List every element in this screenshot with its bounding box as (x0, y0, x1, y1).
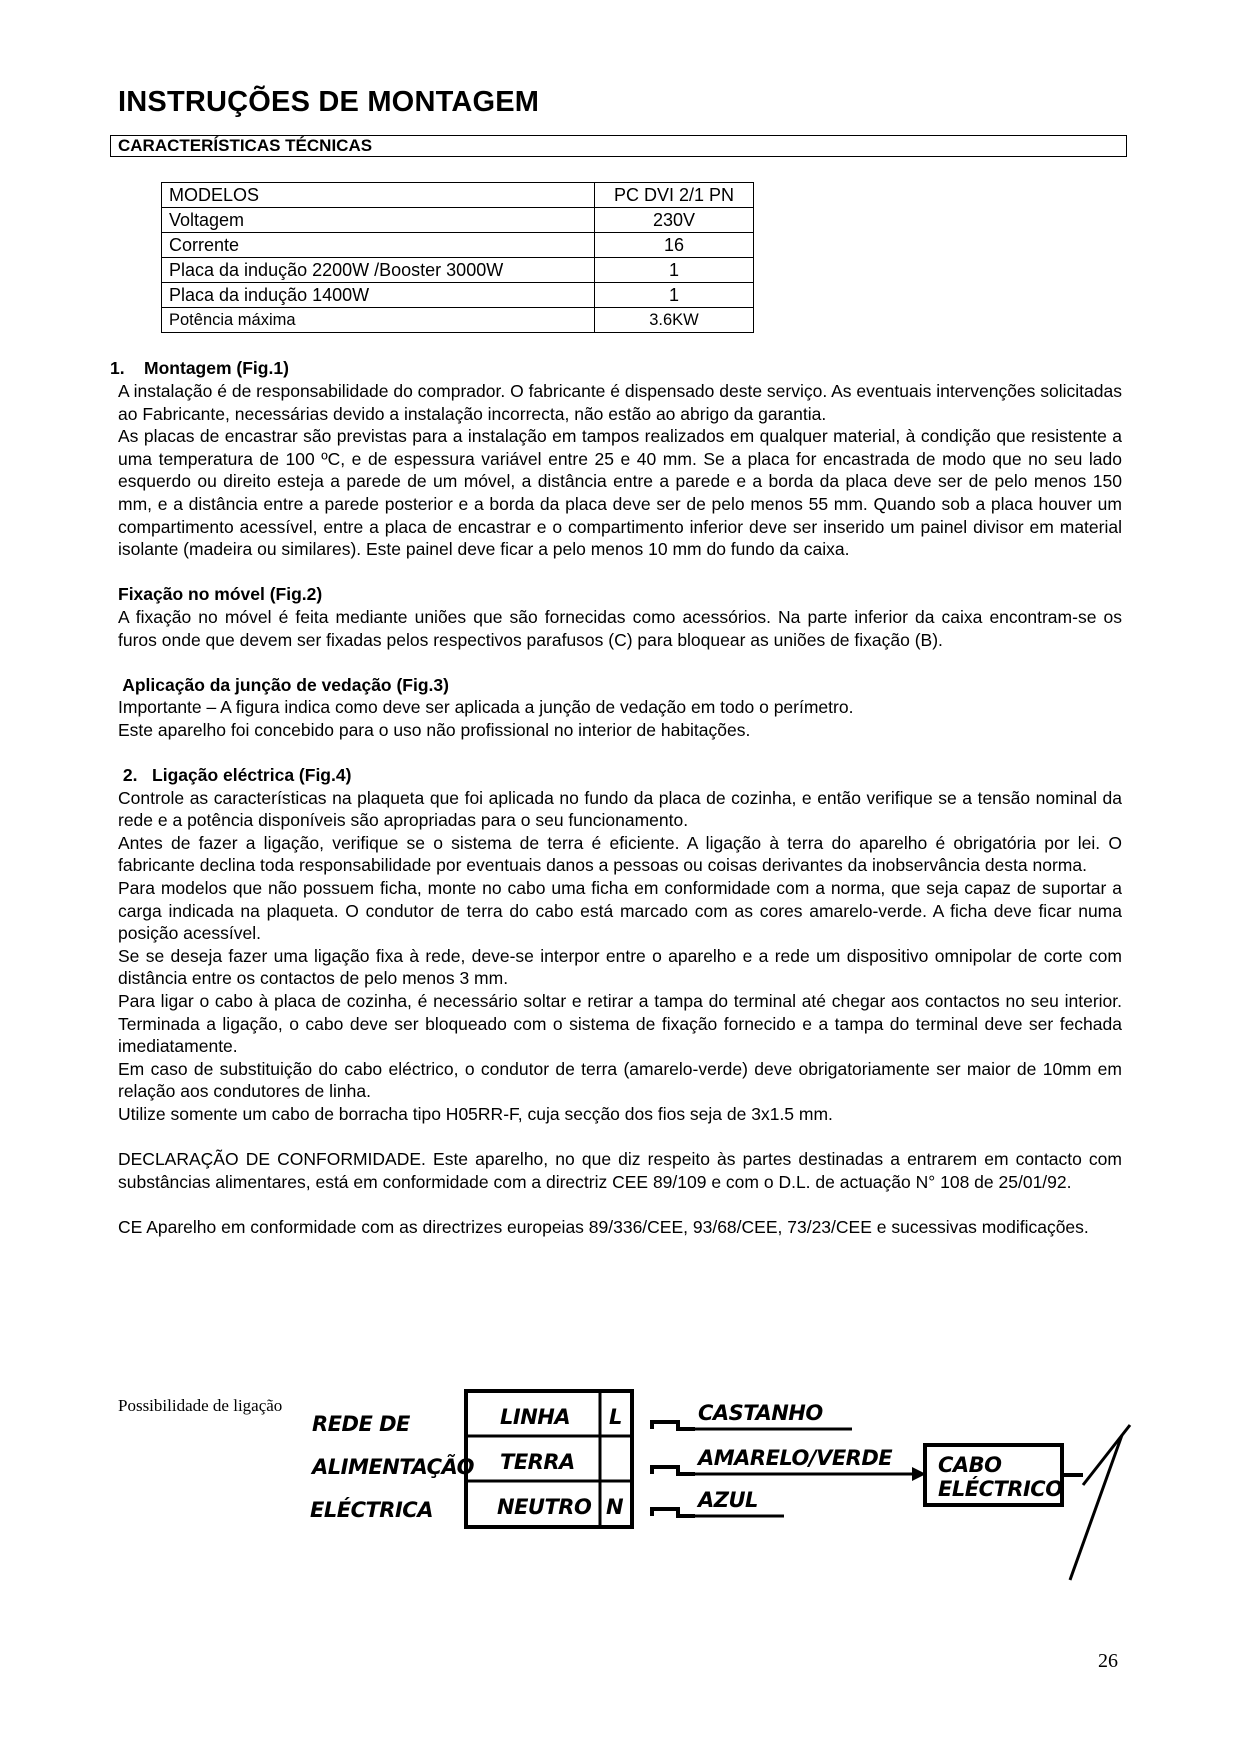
paragraph: As placas de encastrar são previstas para a instalação em tampos realizados em qualquer material, à condição que resistente a uma temperatura de 100 ºC, e de espessura variável entre 25 e 40 mm. Se a placa for encastrada de modo que no seu lado esquerdo ou direito esteja a parede de um móvel, a distância entre a parede e a borda da placa deve ser de pelo menos 150 mm, e a distância entre a parede posterior e a borda da placa deve ser de pelo menos 55 mm. Quando sob a placa houver um compartimento acessível, entre a placa de encastrar e o compartimento inferior deve ser inserido um painel divisor em material isolante (madeira ou similares). Este painel deve ficar a pelo menos 10 mm do fundo da caixa. (118, 426, 1122, 560)
wire-color: AMARELO/VERDE (698, 1446, 893, 1470)
table-row (162, 233, 754, 258)
terminal-code: L (609, 1405, 622, 1429)
paragraph: A instalação é de responsabilidade do comprador. O fabricante é dispensado deste serviço. As eventuais intervenções solicitadas ao Fabricante, necessárias devido a instalação incorrecta, não estão ao abrigo da garantia. (118, 381, 1122, 424)
wire-color: AZUL (698, 1488, 758, 1512)
cable-label-line2: ELÉCTRICO (938, 1477, 1063, 1501)
table-row (162, 283, 754, 308)
paragraph: Para modelos que não possuem ficha, monte no cabo uma ficha em conformidade com a norma, que seja capaz de suportar a carga indicada na plaqueta. O condutor de terra do cabo está marcado com as cores amarelo-verde. A ficha deve ficar numa posição acessível. (118, 878, 1122, 944)
section-heading: 2. Ligação eléctrica (Fig.4) (118, 765, 352, 786)
paragraph: Em caso de substituição do cabo eléctrico, o condutor de terra (amarelo-verde) deve obrigatoriamente ser maior de 10mm em relação aos condutores de linha. (118, 1058, 1122, 1102)
paragraph: Utilize somente um cabo de borracha tipo H05RR-F, cuja secção dos fios seja de 3x1.5 mm. (118, 1104, 833, 1124)
spec-value: 3.6KW (595, 308, 754, 333)
spec-value: 230V (595, 208, 754, 233)
spec-label: Voltagem (162, 208, 595, 233)
table-row (162, 183, 754, 208)
spec-label: Potência máxima (162, 308, 595, 333)
spec-value: 1 (595, 283, 754, 308)
paragraph: Controle as características na plaqueta que foi aplicada no fundo da placa de cozinha, e então verifique se a tensão nominal da rede e a potência disponíveis são apropriadas para o seu funcionamento. (118, 787, 1122, 831)
section-header-box: CARACTERÍSTICAS TÉCNICAS (110, 135, 1127, 157)
cable-label-line1: CABO (938, 1453, 1002, 1477)
terminal-name: NEUTRO (497, 1495, 592, 1519)
terminal-name: LINHA (500, 1405, 571, 1429)
supply-label-line1: REDE DE (312, 1412, 410, 1436)
spec-value: 1 (595, 258, 754, 283)
montagem-heading (110, 357, 1114, 380)
cable-cut-line (1070, 1435, 1122, 1580)
ce-statement: CE Aparelho em conformidade com as directrizes europeias 89/336/CEE, 93/68/CEE, 73/23/CEE e sucessivas modificações. (118, 1216, 1089, 1237)
terminal-code: N (606, 1495, 624, 1519)
page-number: 26 (1098, 1650, 1118, 1672)
section-heading: Fixação no móvel (Fig.2) (118, 584, 323, 605)
body-text (118, 380, 1122, 1239)
paragraph: A fixação no móvel é feita mediante uniões que são fornecidas como acessórios. Na parte inferior da caixa encontram-se os furos onde que devem ser fixadas pelos respectivos parafusos (C) para bloquear as uniões de fixação (B). (118, 606, 1122, 650)
section-heading: Aplicação da junção de vedação (Fig.3) (118, 674, 449, 695)
wiring-diagram (300, 1385, 1160, 1590)
spec-label: Placa da indução 2200W /Booster 3000W (162, 258, 595, 283)
paragraph: Antes de fazer a ligação, verifique se o sistema de terra é eficiente. A ligação à terra do aparelho é obrigatória por lei. O fabricante declina toda responsabilidade por eventuais danos a pessoas ou coisas derivantes da inobservância desta norma. (118, 832, 1122, 876)
table-row (162, 308, 754, 333)
section-heading: 1. Montagem (Fig.1) (110, 358, 289, 378)
terminal-name: TERRA (500, 1450, 575, 1474)
supply-label-line3: ELÉCTRICA (310, 1498, 433, 1522)
spec-value: PC DVI 2/1 PN (595, 183, 754, 208)
conformity-declaration: DECLARAÇÃO DE CONFORMIDADE. Este aparelho, no que diz respeito às partes destinadas a entrarem em contacto com substâncias alimentares, está em conformidade com a directriz CEE 89/109 e com o D.L. de actuação N° 108 de 25/01/92. (118, 1149, 1122, 1192)
paragraph: Se se deseja fazer uma ligação fixa à rede, deve-se interpor entre o aparelho e a rede um dispositivo omnipolar de corte com distância entre os contactos de pelo menos 3 mm. (118, 945, 1122, 989)
spec-label: Placa da indução 1400W (162, 283, 595, 308)
page-title: INSTRUÇÕES DE MONTAGEM (118, 86, 540, 118)
diagram-caption: Possibilidade de ligação (118, 1396, 283, 1415)
paragraph: Para ligar o cabo à placa de cozinha, é necessário soltar e retirar a tampa do terminal até chegar aos contactos no seu interior. Terminada a ligação, o cabo deve ser bloqueado com o sistema de fixação fornecido e a tampa do terminal deve ser fechada imediatamente. (118, 991, 1122, 1057)
paragraph: Este aparelho foi concebido para o uso não profissional no interior de habitações. (118, 719, 751, 740)
spec-label: Corrente (162, 233, 595, 258)
spec-label: MODELOS (162, 183, 595, 208)
wire-color: CASTANHO (698, 1401, 823, 1425)
table-row (162, 208, 754, 233)
table-row (162, 258, 754, 283)
spec-value: 16 (595, 233, 754, 258)
specs-table (161, 182, 754, 333)
paragraph: Importante – A figura indica como deve ser aplicada a junção de vedação em todo o perímetro. (118, 697, 854, 718)
supply-label-line2: ALIMENTAÇÃO (312, 1455, 474, 1479)
